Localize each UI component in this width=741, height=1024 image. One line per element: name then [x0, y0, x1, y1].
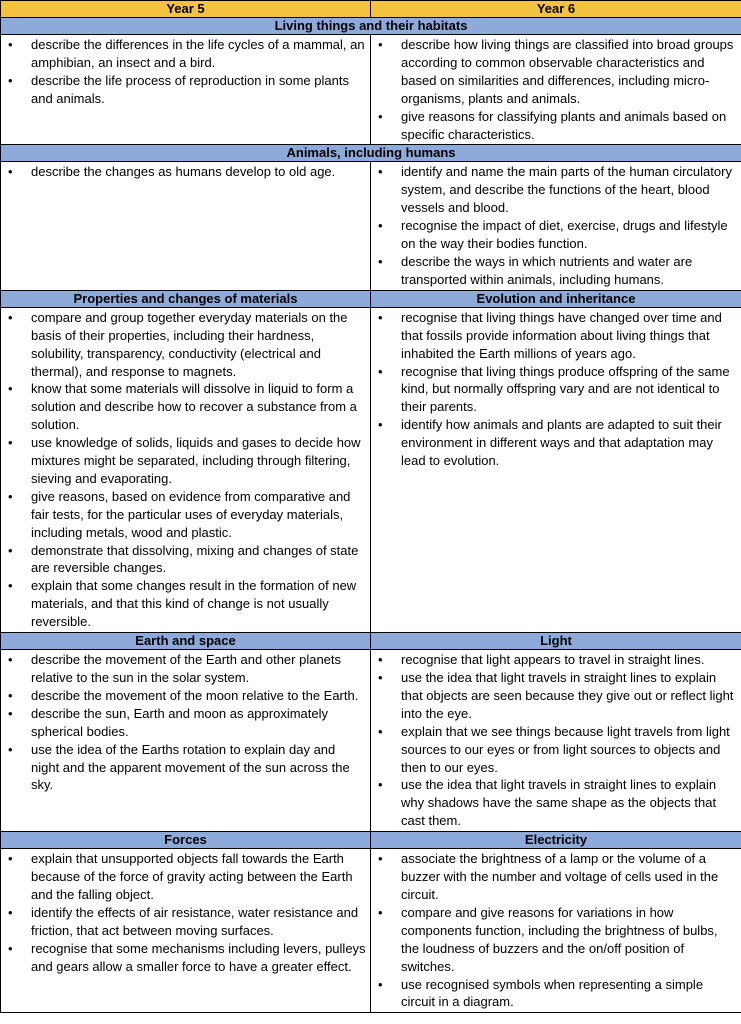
- section-content-row: [1, 162, 741, 290]
- year5-header: Year 5: [1, 1, 371, 18]
- year5-cell: [1, 307, 371, 632]
- objective-item: • describe the differences in the life cycles of a mammal, an amphibian, an insect and a bird.: [31, 36, 366, 72]
- section-content-row: [1, 650, 741, 832]
- section-title-year5: Properties and changes of materials: [1, 290, 371, 307]
- section-header-row: [1, 633, 741, 650]
- objective-list: [371, 849, 741, 1012]
- section-header-row: [1, 832, 741, 849]
- objective-item: • identify and name the main parts of the human circulatory system, and describe the functions of the heart, blood vessels and blood.: [401, 163, 737, 217]
- objective-item: • compare and give reasons for variations in how components function, including the brightness of bulbs, the loudness of buzzers and the on/off position of switches.: [401, 904, 737, 976]
- objective-item: • describe how living things are classified into broad groups according to common observable characteristics and based on similarities and differences, including micro-organisms, plants and animals.: [401, 36, 737, 108]
- objective-item: • associate the brightness of a lamp or the volume of a buzzer with the number and voltage of cells used in the circuit.: [401, 850, 737, 904]
- section-header-row: [1, 18, 741, 35]
- section-title-year6: Evolution and inheritance: [371, 290, 741, 307]
- objective-item: • recognise that living things produce offspring of the same kind, but normally offspring vary and are not identical to their parents.: [401, 363, 737, 417]
- objective-item: • describe the movement of the Earth and other planets relative to the sun in the solar system.: [31, 651, 366, 687]
- year6-cell: [371, 35, 741, 145]
- section-header-row: [1, 145, 741, 162]
- objective-list: [371, 308, 741, 471]
- objective-item: • recognise that living things have changed over time and that fossils provide information about living things that inhabited the Earth millions of years ago.: [401, 309, 737, 363]
- section-title: Living things and their habitats: [1, 18, 741, 35]
- section-title-year5: Earth and space: [1, 633, 371, 650]
- section-title-year5: Forces: [1, 832, 371, 849]
- section-title-year6: Light: [371, 633, 741, 650]
- section-header-row: [1, 290, 741, 307]
- objective-item: • give reasons for classifying plants and animals based on specific characteristics.: [401, 108, 737, 144]
- section-title: Animals, including humans: [1, 145, 741, 162]
- objective-item: • use the idea of the Earths rotation to explain day and night and the apparent movement of the sun across the sky.: [31, 741, 366, 795]
- objective-item: • use the idea that light travels in straight lines to explain that objects are seen because they give out or reflect light into the eye.: [401, 669, 737, 723]
- section-title-year6: Electricity: [371, 832, 741, 849]
- year6-cell: [371, 307, 741, 632]
- year5-cell: [1, 162, 371, 290]
- year6-header: Year 6: [371, 1, 741, 18]
- year6-cell: [371, 650, 741, 832]
- objective-list: [1, 162, 370, 182]
- objective-item: • recognise the impact of diet, exercise, drugs and lifestyle on the way their bodies function.: [401, 217, 737, 253]
- objective-item: • give reasons, based on evidence from comparative and fair tests, for the particular uses of everyday materials, including metals, wood and plastic.: [31, 488, 366, 542]
- objective-list: [1, 308, 370, 632]
- objective-item: • compare and group together everyday materials on the basis of their properties, including their hardness, solubility, transparency, conductivity (electrical and thermal), and response to magnets.: [31, 309, 366, 381]
- year5-cell: [1, 849, 371, 1013]
- section-content-row: [1, 307, 741, 632]
- objective-item: • identify how animals and plants are adapted to suit their environment in different ways and that adaptation may lead to evolution.: [401, 416, 737, 470]
- objective-item: • use knowledge of solids, liquids and gases to decide how mixtures might be separated, including through filtering, sieving and evaporating.: [31, 434, 366, 488]
- objective-item: • describe the sun, Earth and moon as approximately spherical bodies.: [31, 705, 366, 741]
- objective-item: • explain that unsupported objects fall towards the Earth because of the force of gravity acting between the Earth and the falling object.: [31, 850, 366, 904]
- objective-item: • use recognised symbols when representing a simple circuit in a diagram.: [401, 976, 737, 1012]
- objective-item: • know that some materials will dissolve in liquid to form a solution and describe how to recover a substance from a solution.: [31, 380, 366, 434]
- objective-item: • recognise that light appears to travel in straight lines.: [401, 651, 737, 669]
- objective-item: • use the idea that light travels in straight lines to explain why shadows have the same shape as the objects that cast them.: [401, 776, 737, 830]
- objective-item: • demonstrate that dissolving, mixing and changes of state are reversible changes.: [31, 542, 366, 578]
- section-content-row: [1, 35, 741, 145]
- year-header-row: [1, 1, 741, 18]
- year6-cell: [371, 849, 741, 1013]
- section-content-row: [1, 849, 741, 1013]
- year5-cell: [1, 35, 371, 145]
- objective-list: [371, 162, 741, 289]
- objective-item: • explain that some changes result in the formation of new materials, and that this kind of change is not usually reversible.: [31, 577, 366, 631]
- objective-item: • explain that we see things because light travels from light sources to our eyes or from light sources to objects and then to our eyes.: [401, 723, 737, 777]
- objective-list: [1, 35, 370, 109]
- year5-cell: [1, 650, 371, 832]
- objective-list: [1, 849, 370, 976]
- objective-item: • identify the effects of air resistance, water resistance and friction, that act between moving surfaces.: [31, 904, 366, 940]
- year6-cell: [371, 162, 741, 290]
- objective-list: [371, 650, 741, 831]
- objective-item: • describe the ways in which nutrients and water are transported within animals, including humans.: [401, 253, 737, 289]
- objective-item: • describe the life process of reproduction in some plants and animals.: [31, 72, 366, 108]
- objective-list: [371, 35, 741, 144]
- objective-item: • describe the movement of the moon relative to the Earth.: [31, 687, 366, 705]
- objective-list: [1, 650, 370, 795]
- objective-item: • recognise that some mechanisms including levers, pulleys and gears allow a smaller force to have a greater effect.: [31, 940, 366, 976]
- objective-item: • describe the changes as humans develop to old age.: [31, 163, 366, 181]
